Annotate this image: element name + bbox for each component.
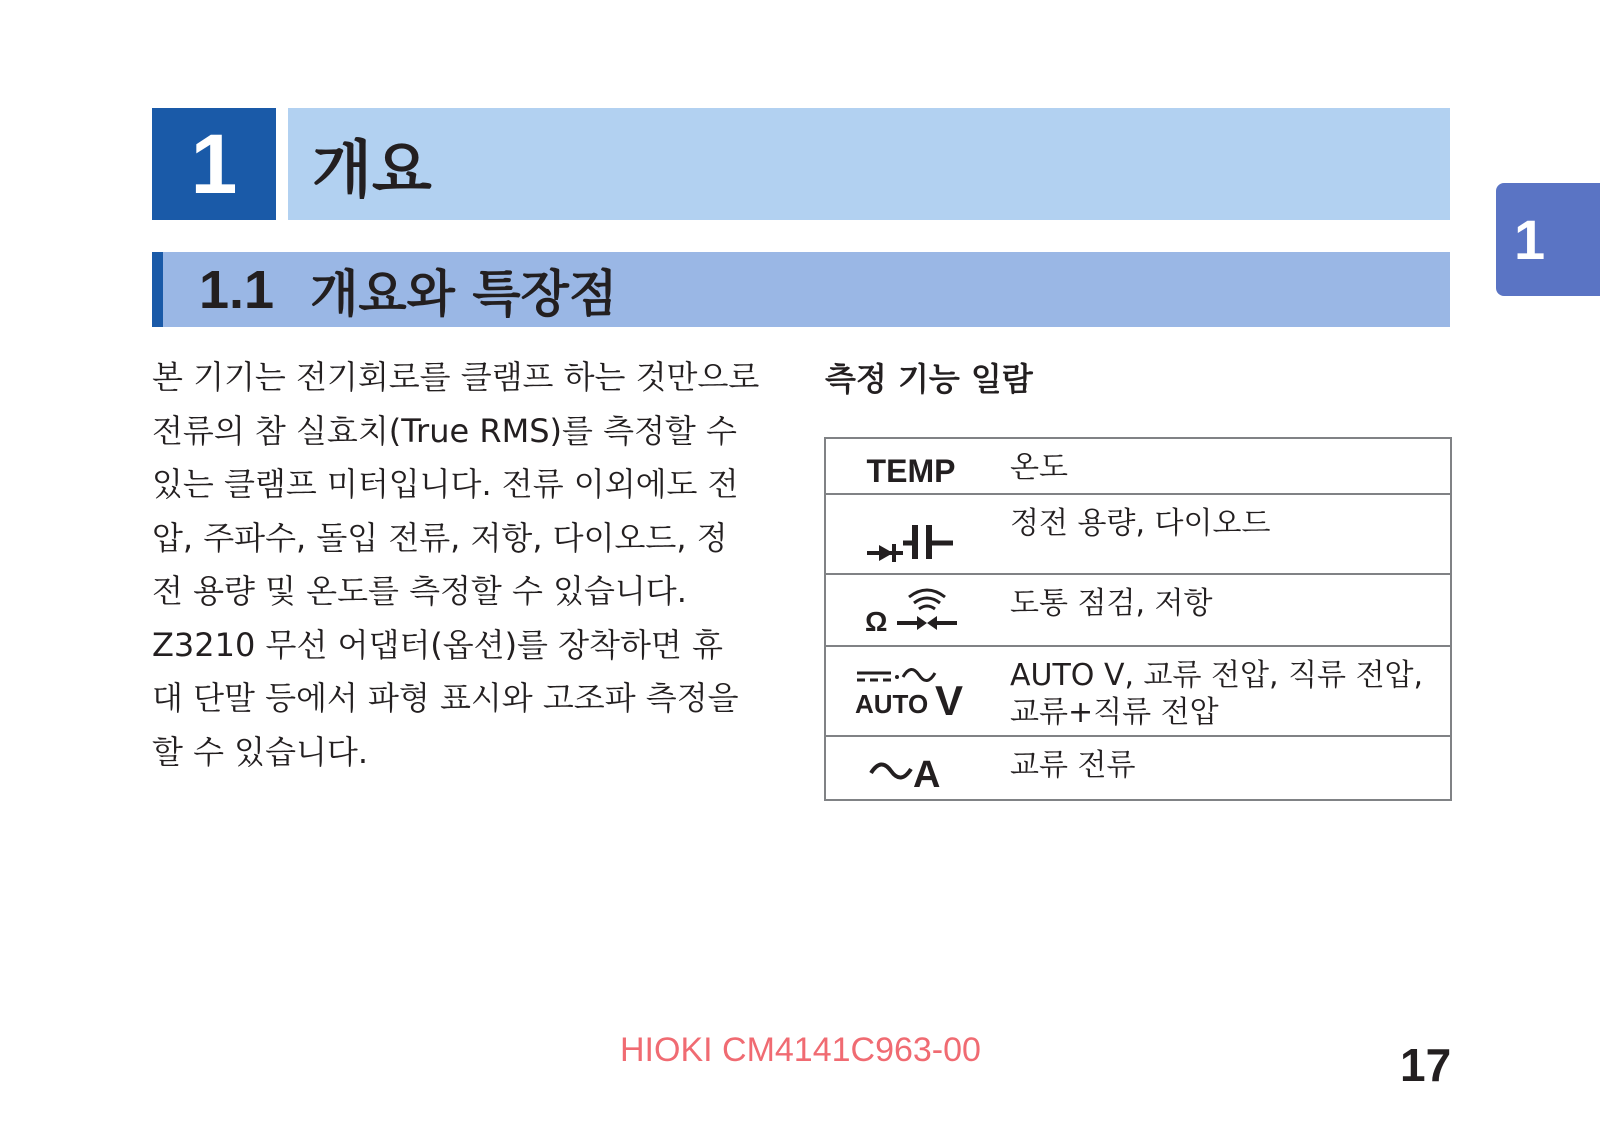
- table-row: [825, 646, 1451, 736]
- svg-text:Ω: Ω: [865, 606, 888, 637]
- auto-label: AUTO: [855, 689, 929, 719]
- symbol-cell: [825, 574, 996, 646]
- temp-symbol: TEMP: [866, 453, 956, 489]
- table-row: [825, 494, 1451, 574]
- auto-v-icon: [851, 647, 971, 733]
- body-line: 전류의 참 실효치(True RMS)를 측정할 수: [152, 411, 737, 450]
- volt-label: V: [935, 677, 964, 724]
- chapter-number: 1: [152, 108, 276, 220]
- table-row: [825, 438, 1451, 494]
- section-title-bar: [152, 252, 1450, 327]
- chapter-side-tab[interactable]: 1: [1496, 183, 1600, 296]
- continuity-resistance-icon: [861, 575, 961, 645]
- desc-cell: 교류 전류: [996, 736, 1451, 800]
- capacitance-diode-icon: [861, 495, 961, 573]
- body-line: 대 단말 등에서 파형 표시와 고조파 측정을: [152, 679, 739, 717]
- page-number: 17: [1400, 1039, 1452, 1091]
- symbol-cell: [825, 736, 996, 800]
- amp-label: A: [913, 754, 941, 796]
- symbol-cell: [825, 646, 996, 736]
- body-line: 압, 주파수, 돌입 전류, 저항, 다이오드, 정: [152, 518, 728, 557]
- body-line: 있는 클램프 미터입니다. 전류 이외에도 전: [152, 465, 739, 503]
- document-code: HIOKI CM4141C963-00: [620, 1031, 981, 1069]
- symbol-cell: [825, 494, 996, 574]
- desc-cell: 도통 점검, 저항: [996, 574, 1451, 646]
- chapter-title: 개요: [312, 132, 432, 206]
- table-row: [825, 574, 1451, 646]
- desc-line: AUTO V, 교류 전압, 직류 전압,: [1010, 658, 1424, 693]
- chapter-title-bar: [288, 108, 1450, 220]
- ac-current-icon: [861, 737, 961, 799]
- body-line: 할 수 있습니다.: [152, 732, 368, 771]
- desc-cell: 정전 용량, 다이오드: [996, 494, 1451, 574]
- body-line: 전 용량 및 온도를 측정할 수 있습니다.: [152, 572, 687, 610]
- symbol-cell: [825, 438, 996, 494]
- functions-table: [824, 437, 1452, 801]
- body-line: 본 기기는 전기회로를 클램프 하는 것만으로: [152, 358, 760, 396]
- body-line: Z3210 무선 어댑터(옵션)를 장착하면 휴: [152, 625, 723, 664]
- desc-line: 교류+직류 전압: [1010, 695, 1219, 730]
- table-row: [825, 736, 1451, 800]
- section-title: 개요와 특장점: [310, 264, 618, 323]
- desc-cell: [996, 646, 1451, 736]
- section-number: 1.1: [199, 259, 275, 320]
- desc-cell: 온도: [996, 438, 1451, 494]
- body-paragraph: [152, 351, 800, 779]
- functions-heading: 측정 기능 일람: [825, 360, 1033, 398]
